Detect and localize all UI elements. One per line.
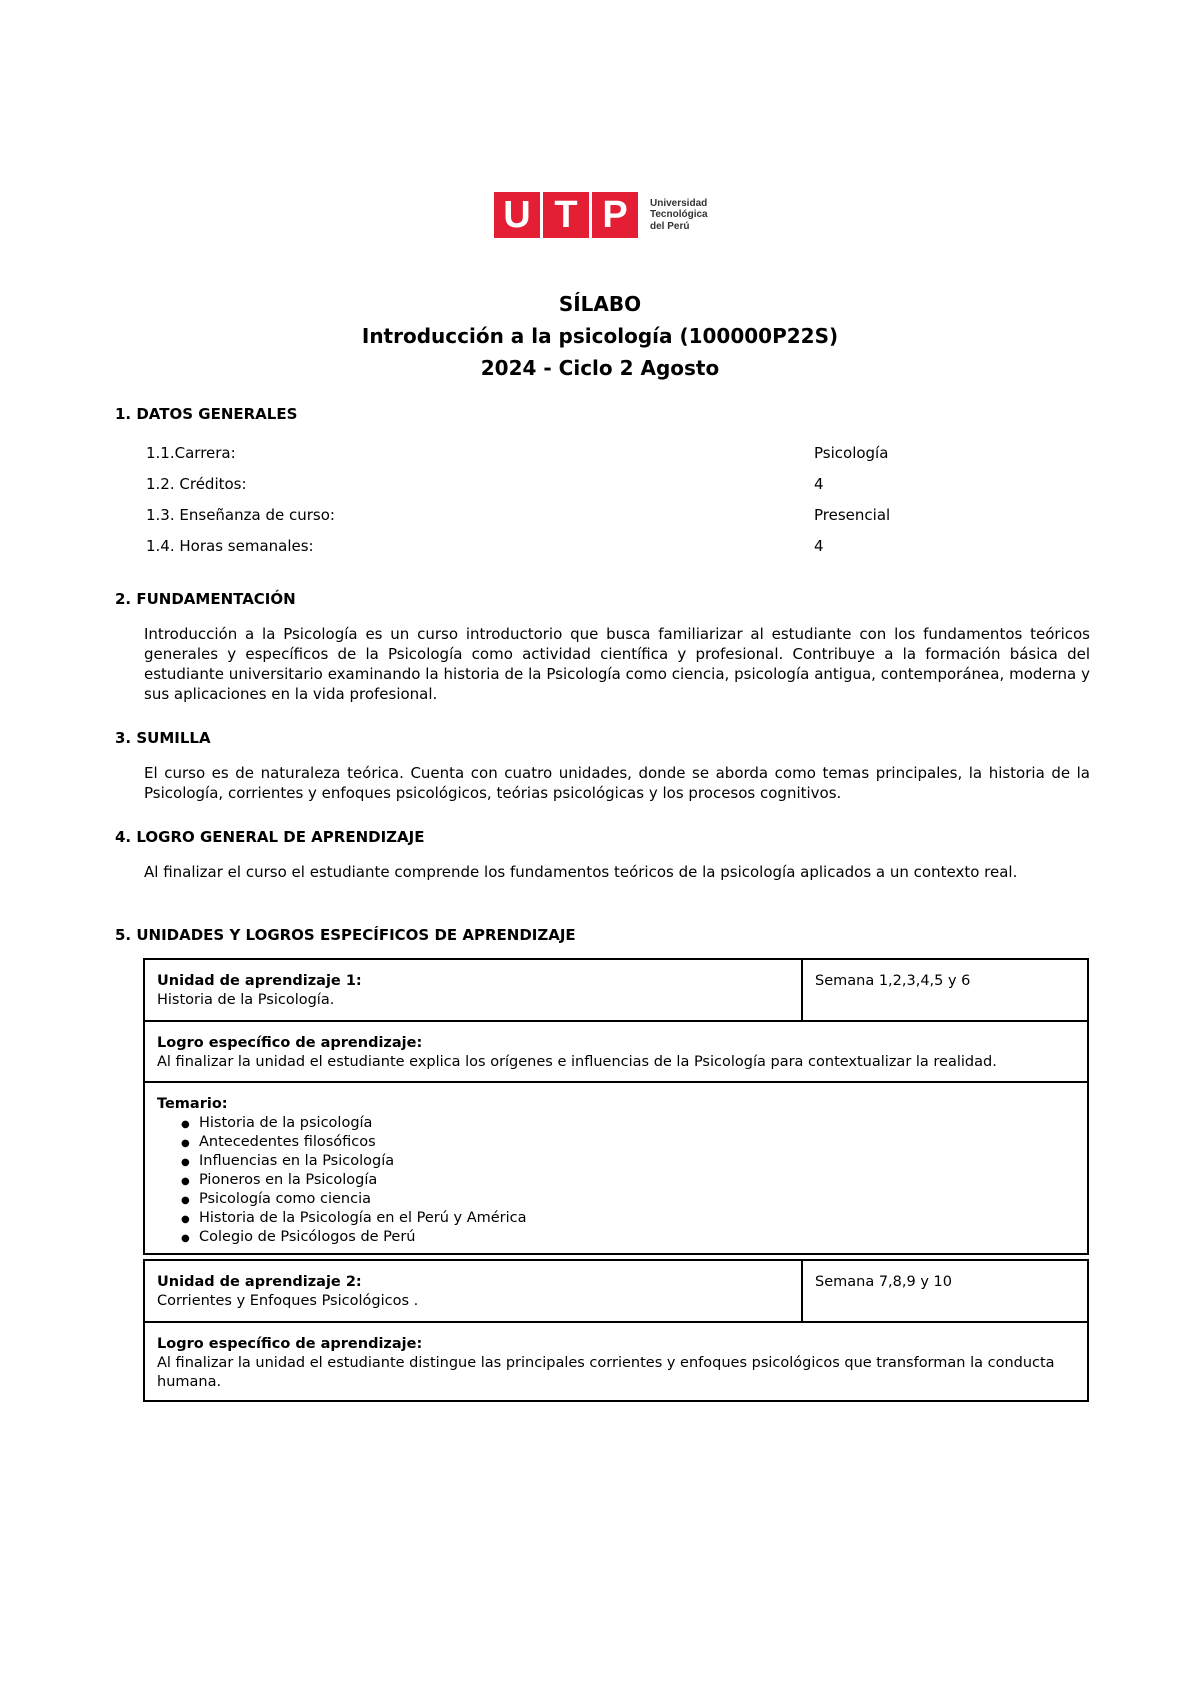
general-label: 1.3. Enseñanza de curso:	[146, 506, 335, 524]
unit-1-logro-cell	[145, 1022, 1087, 1081]
unit-2-header-row	[145, 1261, 1087, 1321]
unit-2-logro-title: Logro específico de aprendizaje:	[157, 1336, 423, 1352]
general-row-ensenanza	[146, 506, 906, 524]
title-cycle: 2024 - Ciclo 2 Agosto	[480, 356, 720, 380]
list-item: ● Colegio de Psicólogos de Perú	[199, 1228, 1075, 1247]
logo-letter-p: P	[592, 192, 638, 238]
logo-letter-u: U	[494, 192, 540, 238]
unit-1-weeks-cell	[803, 960, 1087, 1020]
unit-2-logro-text: Al finalizar la unidad el estudiante distingue las principales corrientes y enfoques psicológicos que transforman la conducta humana.	[157, 1355, 1055, 1390]
section-5-heading: 5. UNIDADES Y LOGROS ESPECÍFICOS DE APRENDIZAJE	[115, 926, 576, 944]
document-title	[0, 288, 1200, 384]
unit-2-table	[143, 1259, 1089, 1402]
general-row-carrera	[146, 444, 906, 462]
general-label: 1.2. Créditos:	[146, 475, 247, 493]
list-item: ● Influencias en la Psicología	[199, 1152, 1075, 1171]
general-label: 1.4. Horas semanales:	[146, 537, 314, 555]
list-item: ● Psicología como ciencia	[199, 1190, 1075, 1209]
unit-1-title-cell	[145, 960, 803, 1020]
unit-2-name: Corrientes y Enfoques Psicológicos .	[157, 1293, 419, 1309]
list-item: ● Antecedentes filosóficos	[199, 1133, 1075, 1152]
logro-general-text: Al finalizar el curso el estudiante comprende los fundamentos teóricos de la psicología aplicados a un contexto real.	[144, 863, 1018, 881]
general-value: Psicología	[814, 444, 889, 462]
unit-1-name: Historia de la Psicología.	[157, 992, 335, 1008]
unit-1-header-row	[145, 960, 1087, 1020]
list-item: ● Historia de la psicología	[199, 1114, 1075, 1133]
unit-1-logro-row	[145, 1020, 1087, 1081]
logo-line-2: Tecnológica	[650, 209, 708, 221]
unit-2-weeks: Semana 7,8,9 y 10	[815, 1274, 952, 1290]
unit-1-logro-title: Logro específico de aprendizaje:	[157, 1035, 423, 1051]
unit-1-temario-cell	[145, 1083, 1087, 1253]
unit-1-table	[143, 958, 1089, 1255]
unit-2-title-cell	[145, 1261, 803, 1321]
unit-1-temario-row	[145, 1081, 1087, 1253]
logo-letter-t: T	[543, 192, 589, 238]
list-item: ● Historia de la Psicología en el Perú y América	[199, 1209, 1075, 1228]
logo-text	[650, 198, 708, 233]
title-course: Introducción a la psicología (100000P22S)	[361, 324, 839, 348]
general-row-horas	[146, 537, 906, 555]
list-item: ● Pioneros en la Psicología	[199, 1171, 1075, 1190]
unit-2-logro-cell	[145, 1323, 1087, 1400]
general-row-creditos	[146, 475, 906, 493]
title-silabo: SÍLABO	[558, 292, 642, 316]
general-value: 4	[814, 537, 824, 555]
unit-1-temario-list	[157, 1114, 1075, 1247]
utp-logo	[494, 192, 708, 238]
unit-2-weeks-cell	[803, 1261, 1087, 1321]
section-4-heading: 4. LOGRO GENERAL DE APRENDIZAJE	[115, 828, 425, 846]
logo-line-3: del Perú	[650, 220, 690, 232]
general-label: 1.1.Carrera:	[146, 444, 236, 462]
section-1-heading: 1. DATOS GENERALES	[115, 405, 298, 423]
section-2-heading: 2. FUNDAMENTACIÓN	[115, 590, 296, 608]
general-value: 4	[814, 475, 824, 493]
logo-boxes	[494, 192, 638, 238]
fundamentacion-text: Introducción a la Psicología es un curso introductorio que busca familiarizar al estudiante con los fundamentos teóricos generales y específicos de la Psicología como actividad científica y profesional. Contribuye a la formación básica del estudiante universitario examinando la historia de la Psicología como ciencia, psicología antigua, contemporánea, moderna y sus aplicaciones en la vida profesional.	[144, 625, 1090, 703]
unit-1-temario-title: Temario:	[157, 1096, 228, 1112]
logo-line-1: Universidad	[650, 197, 708, 209]
unit-1-logro-text: Al finalizar la unidad el estudiante explica los orígenes e influencias de la Psicología para contextualizar la realidad.	[157, 1054, 997, 1070]
unit-1-title: Unidad de aprendizaje 1:	[157, 973, 362, 989]
unit-1-weeks: Semana 1,2,3,4,5 y 6	[815, 973, 971, 989]
unit-2-logro-row	[145, 1321, 1087, 1400]
general-value: Presencial	[814, 506, 891, 524]
unit-2-title: Unidad de aprendizaje 2:	[157, 1274, 362, 1290]
section-3-heading: 3. SUMILLA	[115, 729, 211, 747]
sumilla-text: El curso es de naturaleza teórica. Cuenta con cuatro unidades, donde se aborda como temas principales, la historia de la Psicología, corrientes y enfoques psicológicos, teórias psicológicas y los procesos cognitivos.	[144, 764, 1090, 802]
